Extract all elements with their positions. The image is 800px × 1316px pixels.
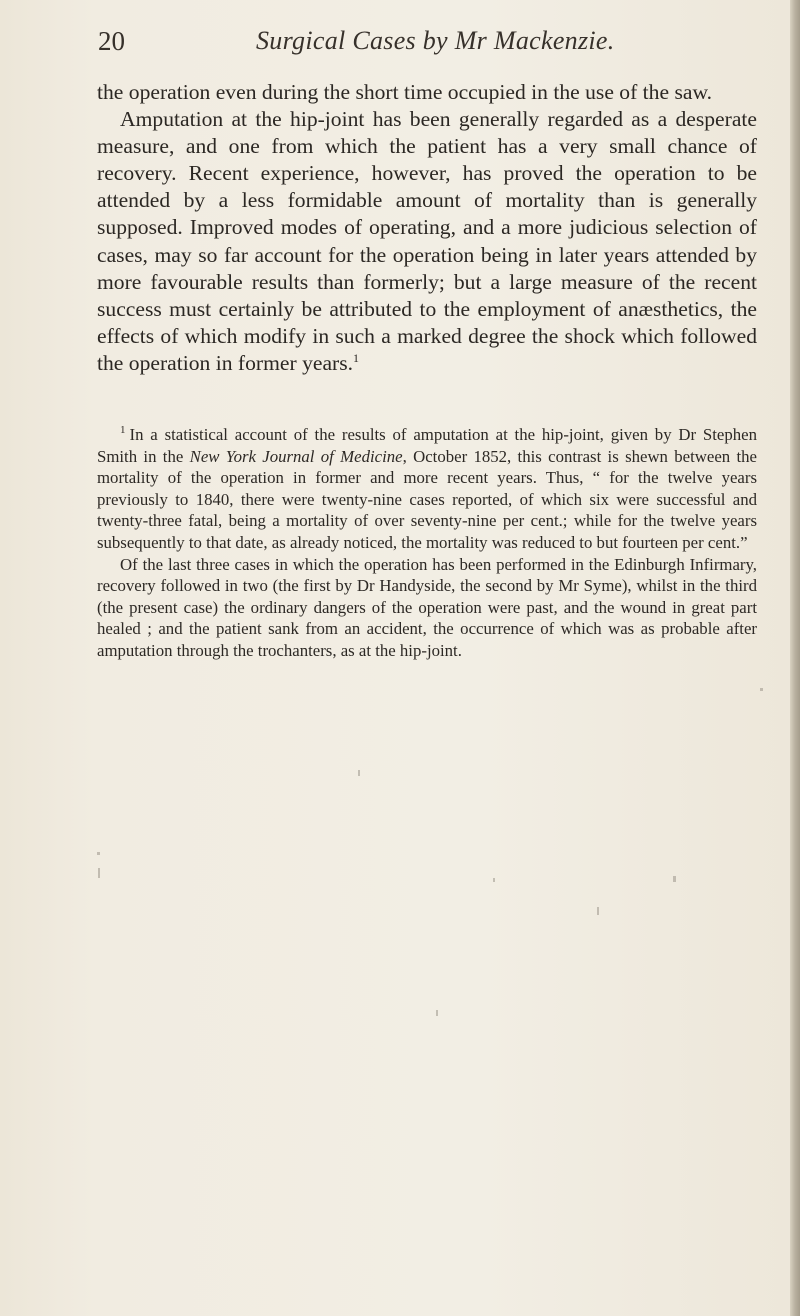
paper-speck [673,876,676,882]
paper-speck [436,1010,438,1016]
paragraph-continuation: the operation even during the short time occupied in the use of the saw. [97,80,713,104]
footnotes [97,424,757,662]
paper-speck [358,770,360,776]
footnote-1 [97,424,757,554]
paragraph-amputation-text: Amputation at the hip-joint has been generally regarded as a desperate measure, and one from which the patient has a very small chance of recovery. Recent experience, however, has proved the operation to be attended by a less formidable amount of mortality than is generally supposed. Improved modes of operating, and a more judicious selection of cases, may so far account for the operation being in later years attended by more favourable results than formerly; but a large measure of the recent success must certainly be attributed to the employment of anæsthetics, the effects of which modify in such a marked degree the shock which followed the operation in former years. [97,107,757,375]
footnote-reference: 1 [353,350,360,365]
footnote-continuation: Of the last three cases in which the operation has been performed in the Edinburgh Infirmary, recovery followed in two (the first by Dr Handyside, the second by Mr Syme), whilst in the third (the present case) the ordinary dangers of the operation were past, and the wound in great part healed ; and the patient sank from an accident, the occurrence of which was as probable after amputation through the trochanters, as at the hip-joint. [97,554,757,660]
running-head: Surgical Cases by Mr Mackenzie. [256,26,615,55]
page-number: 20 [98,26,125,56]
paper-speck [98,868,100,878]
journal-title: New York Journal of Medicine [189,446,403,466]
body-text [97,79,757,377]
page-edge [790,0,800,1316]
paper-speck [97,852,100,855]
footnote-text-start: In a statistical account of the results of amputation at the hip-joint, given by Dr Stephen Smith in the [97,425,757,466]
paper-speck [760,688,763,691]
footnote-text-end: , October 1852, this contrast is shewn between the mortality of the operation in former and more recent years. Thus, “ for the twelve years previously to 1840, there were twenty-nine cases reported, of which six were successful and twenty-three fatal, being a mortality of over seventy-nine per cent.; while for the twelve years subsequently to that date, as already noticed, the mortality was reduced to but fourteen per cent.” [97,446,757,552]
page-header [98,26,738,66]
paper-speck [493,878,495,882]
paper-speck [597,907,599,915]
paragraph-amputation [97,106,757,377]
footnote-number: 1 [120,424,126,437]
